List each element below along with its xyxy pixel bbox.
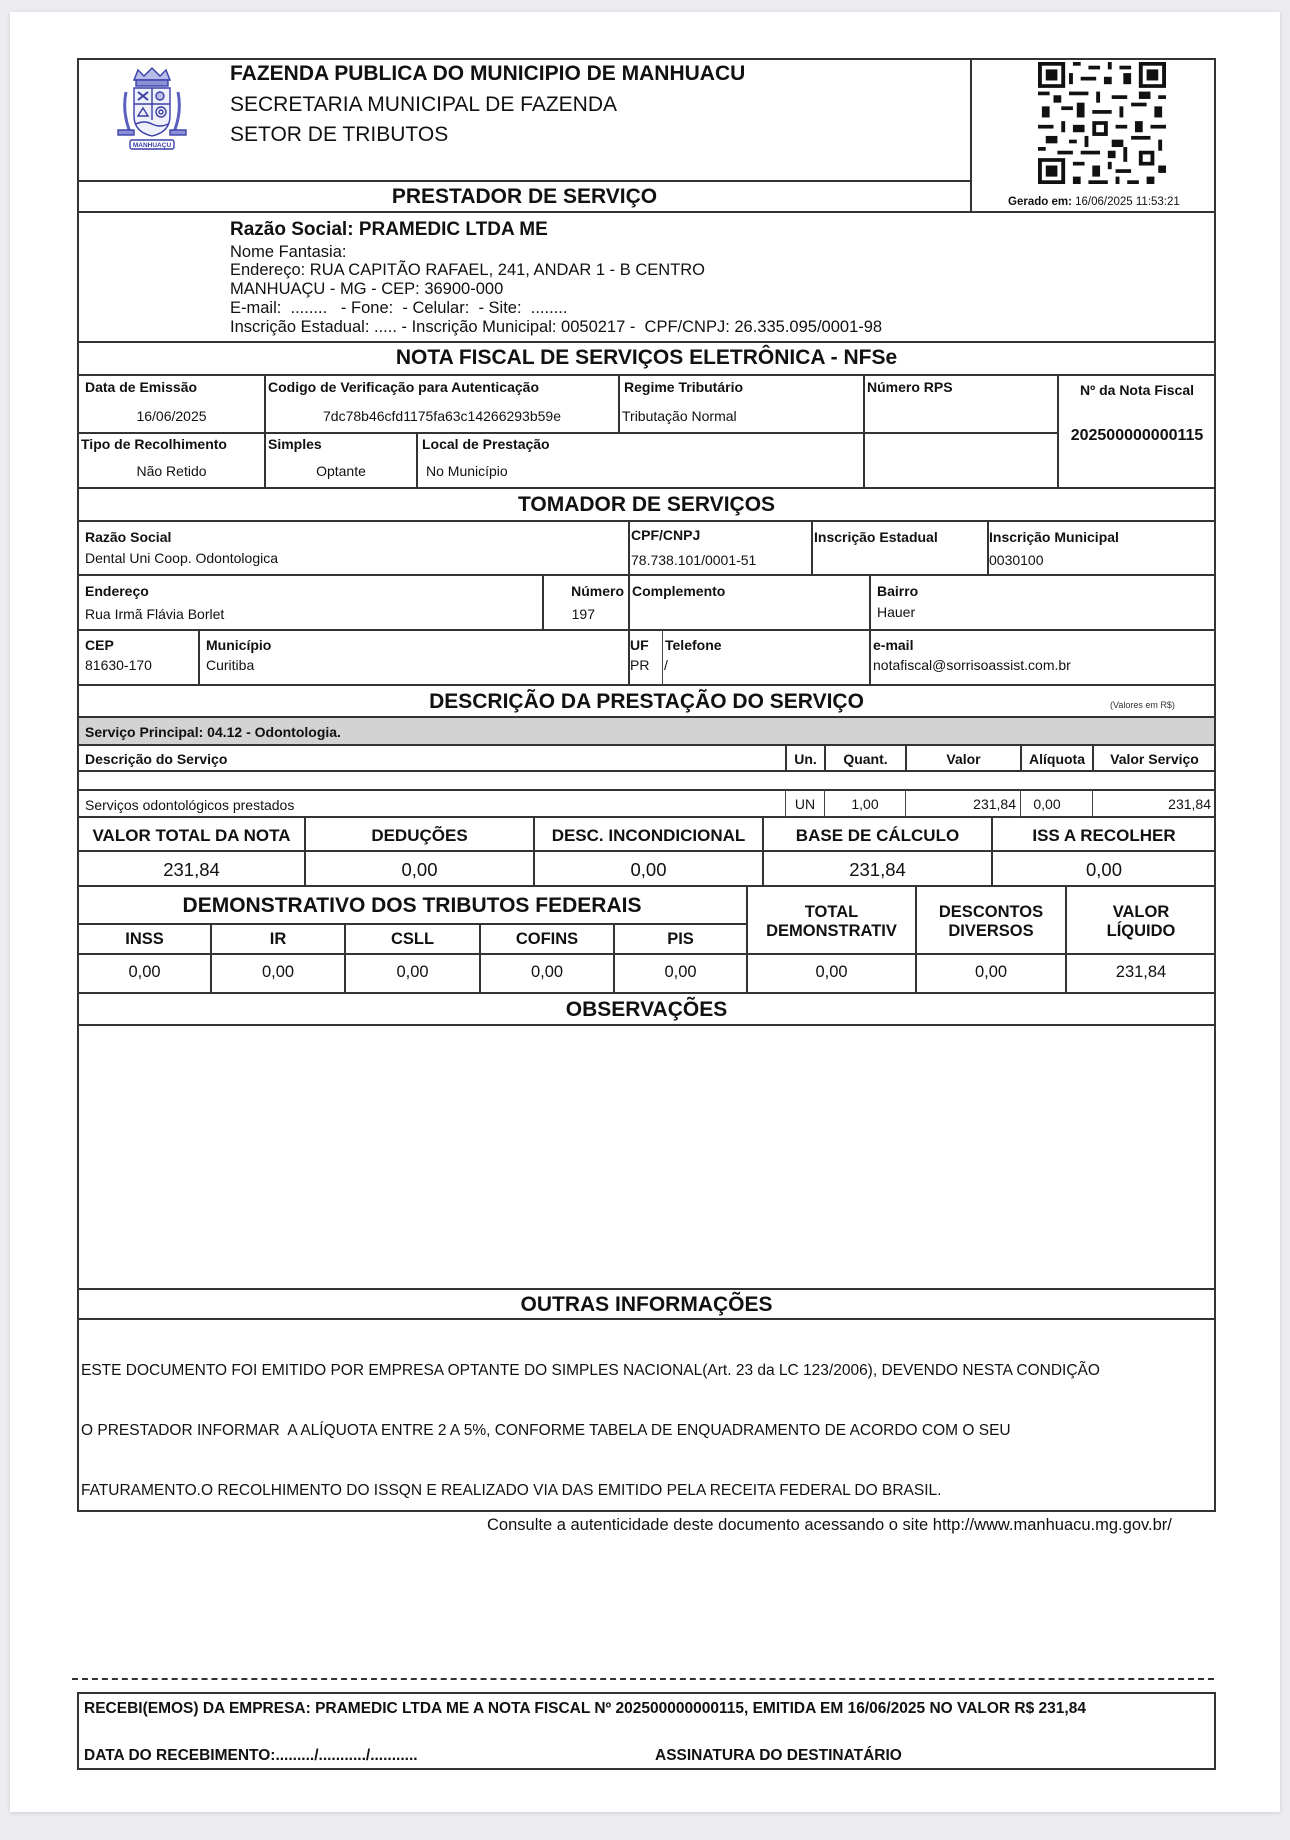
divider	[77, 629, 1216, 631]
tomador-uf-label: UF	[630, 637, 649, 653]
divider	[77, 923, 747, 925]
data-emissao-label: Data de Emissão	[85, 379, 198, 395]
tomador-complemento-label: Complemento	[632, 583, 726, 599]
valor-liquido-label-2: LÍQUIDO	[1106, 922, 1176, 940]
tomador-telefone-label: Telefone	[665, 637, 722, 653]
observacoes-section-title: OBSERVAÇÕES	[565, 998, 728, 1021]
csll-value: 0,00	[396, 963, 429, 981]
tomador-ie-label: Inscrição Estadual	[814, 529, 938, 545]
outras-informacoes-text	[81, 1321, 1100, 1521]
prestador-cidade: MANHUAÇU - MG - CEP: 36900-000	[230, 280, 504, 298]
local-prestacao-label: Local de Prestação	[422, 436, 550, 452]
tomador-municipio-label: Município	[206, 637, 272, 653]
divider	[77, 1288, 1216, 1290]
setor-title: SETOR DE TRIBUTOS	[230, 123, 449, 146]
inss-value: 0,00	[128, 963, 161, 981]
divider	[77, 180, 972, 182]
divider	[618, 375, 620, 433]
generated-label: Gerado em:	[1008, 196, 1072, 208]
valor-liquido-label-1: VALOR	[1112, 903, 1170, 921]
svg-text:MANHUAÇU: MANHUAÇU	[132, 142, 172, 149]
descontos-diversos-value: 0,00	[974, 963, 1008, 981]
tomador-email-label: e-mail	[873, 637, 914, 653]
regime-tributario-value: Tributação Normal	[622, 408, 737, 424]
item-valor: 231,84	[973, 796, 1016, 812]
base-calculo-header: BASE DE CÁLCULO	[795, 826, 960, 845]
tomador-uf-value: PR	[630, 657, 650, 673]
tomador-telefone-value: /	[664, 657, 668, 673]
divider	[77, 992, 1216, 994]
divider	[77, 520, 1216, 522]
divider	[77, 1024, 1216, 1026]
regime-tributario-label: Regime Tributário	[624, 379, 744, 395]
recibo-line: RECEBI(EMOS) DA EMPRESA: PRAMEDIC LTDA ME A NOTA FISCAL Nº 202500000000115, EMITIDA EM 16/06/2025 NO VALOR R$ 231,84	[84, 1700, 1086, 1717]
tomador-bairro-value: Hauer	[877, 604, 916, 620]
valores-em-reais-note: (Valores em R$)	[1110, 700, 1175, 710]
tomador-im-value: 0030100	[989, 552, 1044, 568]
deducoes-value: 0,00	[401, 859, 438, 880]
descontos-diversos-label-2: DIVERSOS	[948, 922, 1034, 940]
servico-principal: Serviço Principal: 04.12 - Odontologia.	[85, 724, 341, 740]
csll-header: CSLL	[390, 930, 435, 948]
tomador-endereco-label: Endereço	[85, 583, 149, 599]
tomador-cnpj-value: 78.738.101/0001-51	[631, 552, 757, 568]
tomador-cep-value: 81630-170	[85, 657, 152, 673]
simples-value: Optante	[316, 463, 366, 479]
coat-of-arms-icon	[112, 62, 192, 154]
deducoes-header: DEDUÇÕES	[371, 826, 468, 845]
divider	[198, 630, 200, 685]
divider	[869, 575, 871, 630]
divider	[77, 885, 1216, 887]
tipo-recolhimento-value: Não Retido	[136, 463, 207, 479]
numero-rps-label: Número RPS	[867, 379, 953, 395]
numero-nota-value: 202500000000115	[1070, 427, 1204, 444]
tomador-email-value: notafiscal@sorrisoassist.com.br	[873, 657, 1071, 673]
data-recebimento: DATA DO RECEBIMENTO:........./.........../...........	[84, 1747, 418, 1764]
col-un: Un.	[794, 751, 817, 767]
valor-liquido-header	[1067, 903, 1215, 941]
org-title: FAZENDA PUBLICA DO MUNICIPIO DE MANHUACU	[230, 62, 746, 85]
tomador-cep-label: CEP	[85, 637, 114, 653]
item-quant: 1,00	[851, 796, 879, 812]
codigo-verificacao-label: Codigo de Verificação para Autenticação	[268, 379, 540, 395]
total-demonstrativo-label-2: DEMONSTRATIV	[766, 922, 897, 940]
tomador-numero-label: Número	[571, 583, 624, 599]
total-demonstrativo-label-1: TOTAL	[804, 903, 859, 921]
tomador-razao-value: Dental Uni Coop. Odontologica	[85, 550, 279, 566]
item-descricao: Serviços odontológicos prestados	[85, 797, 295, 813]
total-nota-value: 231,84	[163, 859, 220, 880]
data-emissao-value: 16/06/2025	[136, 408, 207, 424]
divider	[628, 521, 630, 575]
pis-header: PIS	[667, 930, 694, 948]
divider	[77, 953, 1216, 955]
tomador-bairro-label: Bairro	[877, 583, 919, 599]
outras-informacoes-section-title: OUTRAS INFORMAÇÕES	[520, 1293, 773, 1316]
local-prestacao-value: No Município	[426, 463, 508, 479]
item-valor-servico: 231,84	[1168, 796, 1211, 812]
col-aliquota: Alíquota	[1029, 751, 1085, 767]
total-nota-header: VALOR TOTAL DA NOTA	[92, 826, 291, 845]
tomador-section-title: TOMADOR DE SERVIÇOS	[517, 493, 776, 516]
tomador-cnpj-label: CPF/CNPJ	[631, 527, 701, 543]
outras-line-3: FATURAMENTO.O RECOLHIMENTO DO ISSQN E REALIZADO VIA DAS EMITIDO PELA RECEITA FEDERAL DO BRASIL.	[81, 1482, 942, 1499]
municipal-coat-of-arms-logo	[112, 62, 192, 154]
divider	[77, 432, 1058, 434]
pis-value: 0,00	[664, 963, 697, 981]
generated-value: 16/06/2025 11:53:21	[1075, 196, 1180, 208]
col-valor: Valor	[946, 751, 981, 767]
divider	[869, 630, 871, 685]
prestador-endereco: Endereço: RUA CAPITÃO RAFAEL, 241, ANDAR 1 - B CENTRO	[230, 261, 705, 279]
total-demonstrativo-value: 0,00	[815, 963, 848, 981]
descontos-diversos-header	[917, 903, 1065, 941]
item-aliquota: 0,00	[1033, 796, 1061, 812]
col-quant: Quant.	[843, 751, 888, 767]
tomador-municipio-value: Curitiba	[206, 657, 255, 673]
prestador-contato: E-mail: ........ - Fone: - Celular: - Site: ........	[230, 299, 568, 317]
prestador-nome-fantasia: Nome Fantasia:	[230, 243, 347, 261]
numero-nota-label: Nº da Nota Fiscal	[1079, 382, 1195, 398]
assinatura-destinatario: ASSINATURA DO DESTINATÁRIO	[655, 1747, 902, 1764]
iss-recolher-value: 0,00	[1085, 859, 1122, 880]
divider	[662, 630, 663, 685]
servico-section-title: DESCRIÇÃO DA PRESTAÇÃO DO SERVIÇO	[429, 690, 864, 713]
cofins-value: 0,00	[530, 963, 564, 981]
simples-label: Simples	[268, 436, 322, 452]
col-valor-servico: Valor Serviço	[1110, 751, 1199, 767]
divider	[77, 374, 1216, 376]
divider	[628, 575, 630, 630]
base-calculo-value: 231,84	[849, 859, 906, 880]
divider	[811, 521, 813, 575]
qr-code[interactable]	[1038, 62, 1166, 184]
total-demonstrativo-header	[748, 903, 915, 941]
tomador-endereco-value: Rua Irmã Flávia Borlet	[85, 606, 225, 622]
ir-value: 0,00	[261, 963, 295, 981]
divider	[77, 574, 1216, 576]
descontos-diversos-label-1: DESCONTOS	[938, 903, 1044, 921]
desc-incondicional-value: 0,00	[630, 859, 667, 880]
tomador-razao-label: Razão Social	[85, 529, 172, 545]
divider	[77, 211, 1216, 213]
nfse-section-title: NOTA FISCAL DE SERVIÇOS ELETRÔNICA - NFSe	[395, 346, 898, 369]
divider	[77, 684, 1216, 686]
outras-line-2: O PRESTADOR INFORMAR A ALÍQUOTA ENTRE 2 A 5%, CONFORME TABELA DE ENQUADRAMENTO DE ACORDO COM O SEU	[81, 1422, 1011, 1439]
generated-at	[1008, 196, 1180, 208]
outras-line-1: ESTE DOCUMENTO FOI EMITIDO POR EMPRESA OPTANTE DO SIMPLES NACIONAL(Art. 23 da LC 123/2006), DEVENDO NESTA CONDIÇÃO	[81, 1362, 1100, 1379]
ir-header: IR	[269, 930, 287, 948]
valor-liquido-value: 231,84	[1115, 963, 1167, 981]
qr-code-icon	[1038, 62, 1166, 184]
inss-header: INSS	[125, 930, 164, 948]
divider	[416, 433, 418, 488]
divider	[77, 1318, 1216, 1320]
consulte-autenticidade-link[interactable]: Consulte a autenticidade deste documento acessando o site http://www.manhuacu.mg.gov.br/	[487, 1516, 1172, 1534]
tomador-im-label: Inscrição Municipal	[989, 529, 1119, 545]
codigo-verificacao-value: 7dc78b46cfd1175fa63c14266293b59e	[323, 408, 561, 424]
tipo-recolhimento-label: Tipo de Recolhimento	[81, 436, 227, 452]
cut-line	[72, 1678, 1214, 1680]
prestador-razao-social: Razão Social: PRAMEDIC LTDA ME	[230, 219, 548, 240]
prestador-section-title: PRESTADOR DE SERVIÇO	[391, 185, 658, 208]
table-gap	[79, 773, 1214, 790]
divider	[77, 341, 1216, 343]
iss-recolher-header: ISS A RECOLHER	[1032, 826, 1176, 845]
tomador-numero-value: 197	[571, 606, 595, 622]
col-descricao: Descrição do Serviço	[85, 751, 228, 767]
desc-incondicional-header: DESC. INCONDICIONAL	[551, 826, 746, 845]
tributos-section-title: DEMONSTRATIVO DOS TRIBUTOS FEDERAIS	[182, 894, 642, 917]
secretaria-title: SECRETARIA MUNICIPAL DE FAZENDA	[230, 93, 618, 116]
cofins-header: COFINS	[515, 930, 579, 948]
divider	[77, 850, 1216, 852]
prestador-inscricoes: Inscrição Estadual: ..... - Inscrição Municipal: 0050217 - CPF/CNPJ: 26.335.095/0001-98	[230, 318, 883, 336]
divider	[77, 487, 1216, 489]
item-un: UN	[794, 796, 816, 812]
